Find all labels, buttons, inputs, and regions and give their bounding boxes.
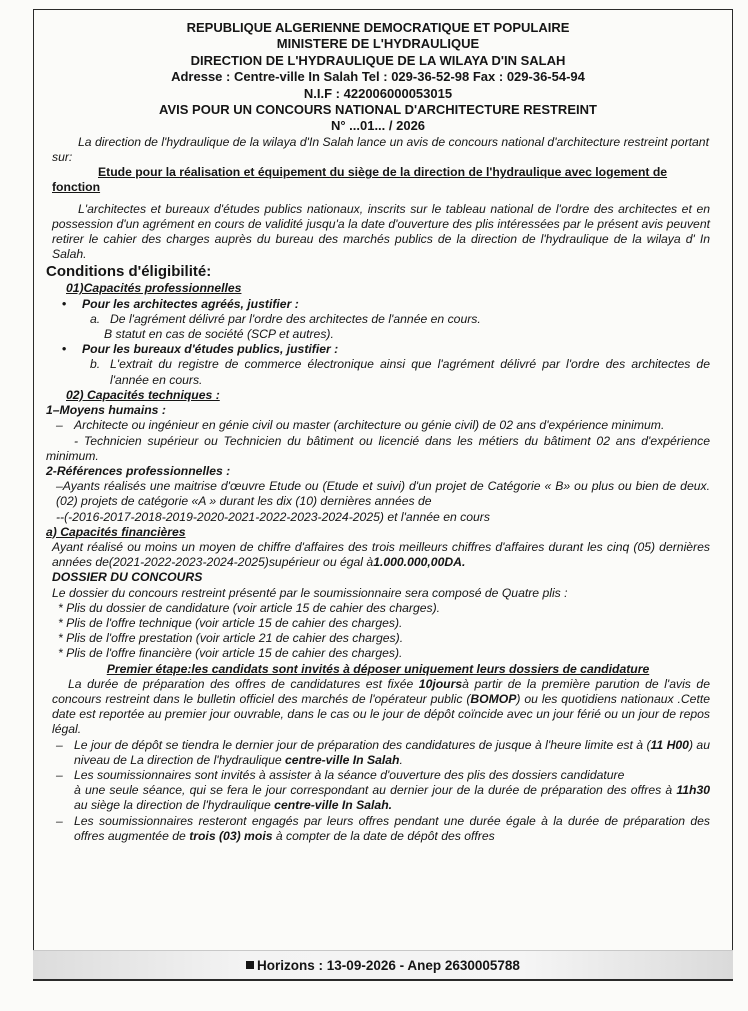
header-nif: N.I.F : 422006000053015 xyxy=(303,85,453,101)
architects-item-a-text: De l'agrément délivré par l'ordre des architectes de l'année en cours. xyxy=(110,311,481,326)
stage-bullet-1 xyxy=(46,738,710,768)
bureaux-item-b xyxy=(46,357,710,387)
footer-text: Horizons : 13-09-2026 - Anep 2630005788 xyxy=(257,958,520,973)
eligibility-paragraph: L'architectes et bureaux d'études publics nationaux, inscrits sur le tableau national de l'ordre des architectes et en possession d'un agrément en cours de validité jusqu'a la date d'ouverture des plis intéressées par le présent avis peuvent retirer le cahier des charges auprès du bureau des marchés publics de la direction de l'hydraulique de la wilaya d' In Salah. xyxy=(52,201,710,262)
human-means-item-2: - Technicien supérieur ou Technicien du bâtiment ou licencié dans les métiers du bâtiment 02 ans d'expérience minimum. xyxy=(46,433,710,463)
stage-text: ) au niveau de La direction de l'hydraulique xyxy=(74,737,710,767)
letter-a: a. xyxy=(90,311,101,326)
dossier-title: DOSSIER DU CONCOURS xyxy=(52,570,203,585)
stage-bullet-2-cont xyxy=(46,783,710,813)
stage-text: à partir de la première parution de l'avis de concours restreint dans le bulletin officiel des marchés de l'opérateur public ( xyxy=(52,676,710,706)
stage-location: centre-ville In Salah xyxy=(285,752,400,767)
stage-text: Le jour de dépôt se tiendra le dernier jour de préparation des candidatures de jusque à l'heure limite est à ( xyxy=(74,737,651,752)
stage-text: au siège la direction de l'hydraulique xyxy=(74,798,275,813)
stage-opening-time: 11h30 xyxy=(676,783,710,798)
section-financial: a) Capacités financières xyxy=(46,524,186,539)
notice-header xyxy=(46,20,710,135)
stage-bullet-2 xyxy=(46,768,710,783)
notice-number: N° ...01... / 2026 xyxy=(330,118,426,134)
section-professional: 01)Capacités professionnelles xyxy=(66,281,242,296)
human-means-heading: 1–Moyens humains : xyxy=(46,403,166,418)
architects-heading: • Pour les architectes agréés, justifier : xyxy=(46,297,710,312)
stage-duration: 10jours xyxy=(418,676,463,691)
stage-text: . xyxy=(399,752,403,767)
dossier-intro: Le dossier du concours restreint présenté par le soumissionnaire sera composé de Quatre plis : xyxy=(52,585,568,600)
stage-validity: trois (03) mois xyxy=(189,828,273,843)
first-stage-paragraph xyxy=(46,677,710,738)
intro-text: La direction de l'hydraulique de la wilaya d'In Salah lance un avis de concours national d'architecture restreint portant sur: xyxy=(52,134,709,165)
subject-title: Etude pour la réalisation et équipement du siège de la direction de l'hydraulique avec logement de fonction xyxy=(52,165,668,195)
first-stage-title: Premier étape:les candidats sont invités à déposer uniquement leurs dossiers de candidature xyxy=(106,661,650,676)
references-heading: 2-Références professionnelles : xyxy=(46,463,231,478)
stage-text: La durée de préparation des offres de candidatures est fixée xyxy=(68,676,419,691)
financial-amount: 1.000.000,00DA. xyxy=(373,555,466,570)
bottom-rule xyxy=(33,979,733,981)
notice-title: AVIS POUR UN CONCOURS NATIONAL D'ARCHITECTURE RESTREINT xyxy=(159,102,597,118)
human-means-item-1: – Architecte ou ingénieur en génie civil ou master (architecture ou génie civil) de 02 ans d'expérience minimum. xyxy=(56,418,665,433)
architects-item-a xyxy=(46,312,710,327)
publication-footer xyxy=(33,950,733,981)
stage-bomop: BOMOP xyxy=(470,691,517,706)
header-address: Adresse : Centre-ville In Salah Tel : 029-36-52-98 Fax : 029-36-54-94 xyxy=(171,69,585,85)
stage-location: centre-ville In Salah. xyxy=(274,798,393,813)
stage-text: à compter de la date de dépôt des offres xyxy=(272,828,495,843)
references-item-2: --(-2016-2017-2018-2019-2020-2021-2022-2023-2024-2025) et l'année en cours xyxy=(56,509,490,524)
letter-b: b. xyxy=(90,357,101,372)
human-means-item-1-text: Architecte ou ingénieur en génie civil ou master (architecture ou génie civil) de 02 ans d'expérience minimum. xyxy=(74,418,665,433)
stage-text: à une seule séance, qui se fera le jour correspondant au dernier jour de la durée de préparation des offres à xyxy=(74,783,677,798)
header-direction: DIRECTION DE L'HYDRAULIQUE DE LA WILAYA D'IN SALAH xyxy=(190,52,566,68)
bureaux-heading: • Pour les bureaux d'études publics, justifier : xyxy=(46,342,710,357)
stage-text: Les soumissionnaires sont invités à assister à la séance d'ouverture des plis des dossiers candidature xyxy=(74,767,625,782)
square-bullet-icon xyxy=(246,961,254,969)
header-ministry: MINISTERE DE L'HYDRAULIQUE xyxy=(276,36,480,52)
dash-mark: – xyxy=(56,737,63,752)
dossier-item: * Plis de l'offre financière (voir article 15 de cahier des charges). xyxy=(58,646,403,661)
architects-item-b: B statut en cas de société (SCP et autres). xyxy=(104,327,334,342)
references-item-1: –Ayants réalisés une maitrise d'œuvre Etude ou (Etude et suivi) d'un projet de Catégorie « B» ou plus ou bien de deux. (02) projets de catégorie «A » durant les dix (10) dernières années de xyxy=(56,479,710,509)
dossier-item: * Plis de l'offre technique (voir article 15 de cahier des charges). xyxy=(58,615,403,630)
dash-mark: – xyxy=(56,767,63,782)
conditions-title: Conditions d'éligibilité: xyxy=(46,263,212,281)
notice-content xyxy=(46,20,710,844)
stage-text: ) ou les quotidiens nationaux .Cette date est reportée au premier jour ouvrable, dans le cas ou le jour de dépôt coïncide avec un jour férié ou un jour de repos légal. xyxy=(52,691,710,737)
stage-text: Les soumissionnaires resteront engagés par leurs offres pendant une durée égale à la durée de préparation des offres augmentée de xyxy=(74,813,710,843)
header-republic: REPUBLIQUE ALGERIENNE DEMOCRATIQUE ET POPULAIRE xyxy=(186,20,570,35)
dash-mark: – xyxy=(56,813,63,828)
financial-text-body: Ayant réalisé ou moins un moyen de chiffre d'affaires des trois meilleurs chiffres d'affaires durant les cinq (05) dernières années de(2021-2022-2023-2024-2025)supérieur ou égal à xyxy=(52,539,710,570)
dossier-item: * Plis du dossier de candidature (voir article 15 de cahier des charges). xyxy=(58,600,441,615)
section-technical: 02) Capacités techniques : xyxy=(66,387,220,402)
stage-deadline: 11 H00 xyxy=(650,737,689,752)
stage-bullet-3 xyxy=(46,814,710,844)
bureaux-item-b-text: L'extrait du registre de commerce électronique ainsi que l'agrément délivré par l'ordre des architectes de l'année en cours. xyxy=(110,357,710,387)
financial-text xyxy=(46,540,710,570)
dossier-item: * Plis de l'offre prestation (voir article 21 de cahier des charges). xyxy=(58,631,404,646)
